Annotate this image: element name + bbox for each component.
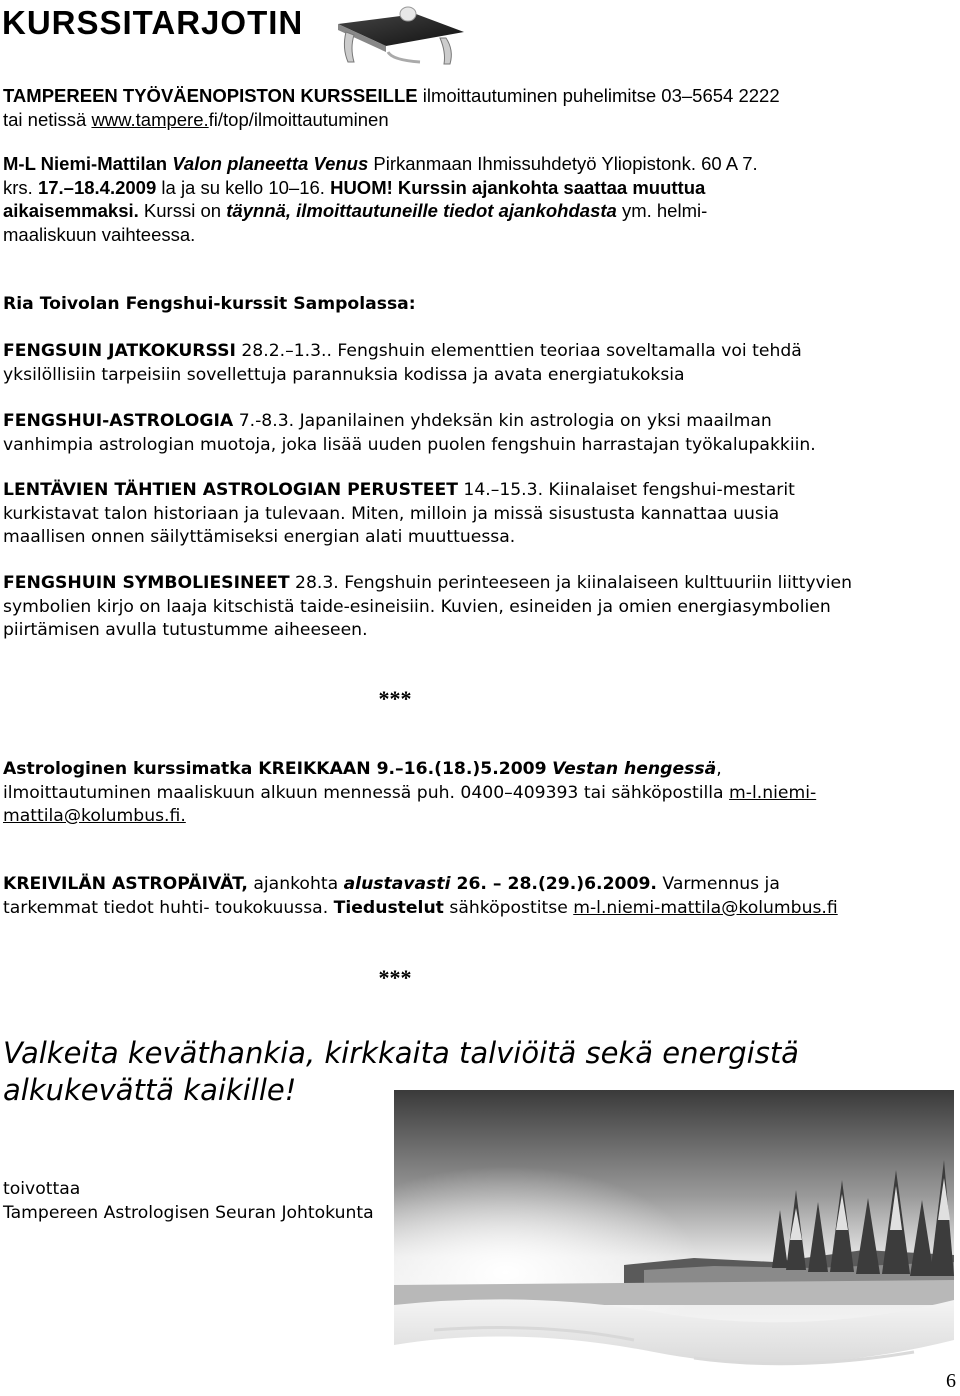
course-jatkokurssi: FENGSUIN JATKOKURSSI 28.2.–1.3.. Fengshuin elementtien teoriaa soveltamalla voi tehdä yksilöllisiin tarpeisiin sovellettuja parannuksia kodissa ja avata energiatukoksia	[3, 341, 802, 385]
mlniemi-paragraph: M-L Niemi-Mattilan Valon planeetta Venus Pirkanmaan Ihmissuhdetyö Yliopistonk. 60 A 7. krs. 17.–18.4.2009 la ja su kello 10–16. HUOM! Kurssin ajankohta saattaa muuttua aikaisemmaksi. Kurssi on täynnä, ilmoittautuneille tiedot ajankohdasta ym. helmi- maaliskuun vaihteessa.	[3, 153, 758, 245]
email-link-niemi[interactable]: m-l.niemi-	[729, 782, 817, 803]
signature: toivottaa Tampereen Astrologisen Seuran Johtokunta	[3, 1179, 374, 1223]
page-heading: KURSSITARJOTIN	[2, 4, 304, 41]
email-link-kreivila[interactable]: m-l.niemi-mattila@kolumbus.fi	[573, 897, 838, 918]
greeting-text: Valkeita keväthankia, kirkkaita talviöitä sekä energistä alkukevättä kaikille!	[3, 1036, 799, 1107]
winter-landscape-photo	[394, 1090, 954, 1394]
course-astrologia: FENGSHUI-ASTROLOGIA 7.-8.3. Japanilainen yhdeksän kin astrologia on yksi maailman vanhimpia astrologian muotoja, joka lisää uuden puolen fengshuin harrastajan työkalupakkiin.	[3, 411, 816, 455]
course-symboliesineet: FENGSHUIN SYMBOLIESINEET 28.3. Fengshuin perinteeseen ja kiinalaiseen kulttuuriin liittyvien symbolien kirjo on laaja kitschistä taide-esineisiin. Kuvien, esineiden ja omien energiasymbolien piirtämisen avulla tutustumme aiheeseen.	[3, 573, 852, 640]
ria-title: Ria Toivolan Fengshui-kurssit Sampolassa:	[3, 294, 416, 314]
stool-illustration	[328, 2, 468, 66]
tampere-bold: TAMPEREEN TYÖVÄENOPISTON KURSSEILLE	[3, 85, 418, 106]
tampere-link[interactable]: www.tampere.	[91, 108, 209, 130]
separator-stars-2: ***	[378, 965, 412, 990]
separator-stars: ***	[378, 686, 412, 711]
tampere-paragraph: TAMPEREEN TYÖVÄENOPISTON KURSSEILLE ilmoittautuminen puhelimitse 03–5654 2222 tai netissä www.tampere.fi/top/ilmoittautuminen	[3, 85, 780, 130]
trip-paragraph: Astrologinen kurssimatka KREIKKAAN 9.–16.(18.)5.2009 Vestan hengessä, ilmoittautuminen maaliskuun alkuun mennessä puh. 0400–409393 tai sähköpostilla m-l.niemi- mattila@kolumbus.fi.	[3, 759, 817, 826]
tampere-link-path: fi/top/ilmoittautuminen	[208, 108, 389, 130]
page-number: 6	[946, 1370, 956, 1392]
course-lentavien: LENTÄVIEN TÄHTIEN ASTROLOGIAN PERUSTEET 14.–15.3. Kiinalaiset fengshui-mestarit kurkistavat talon historiaan ja tulevaan. Miten, milloin ja missä sisustusta kannattaa uusia maallisen onnen säilyttämiseksi energian alati muuttuessa.	[3, 480, 795, 547]
email-link-niemi-cont[interactable]: mattila@kolumbus.fi.	[3, 806, 186, 826]
kreivila-paragraph: KREIVILÄN ASTROPÄIVÄT, ajankohta alustavasti 26. – 28.(29.)6.2009. Varmennus ja tarkemmat tiedot huhti- toukokuussa. Tiedustelut sähköpostitse m-l.niemi-mattila@kolumbus.fi	[3, 874, 838, 918]
